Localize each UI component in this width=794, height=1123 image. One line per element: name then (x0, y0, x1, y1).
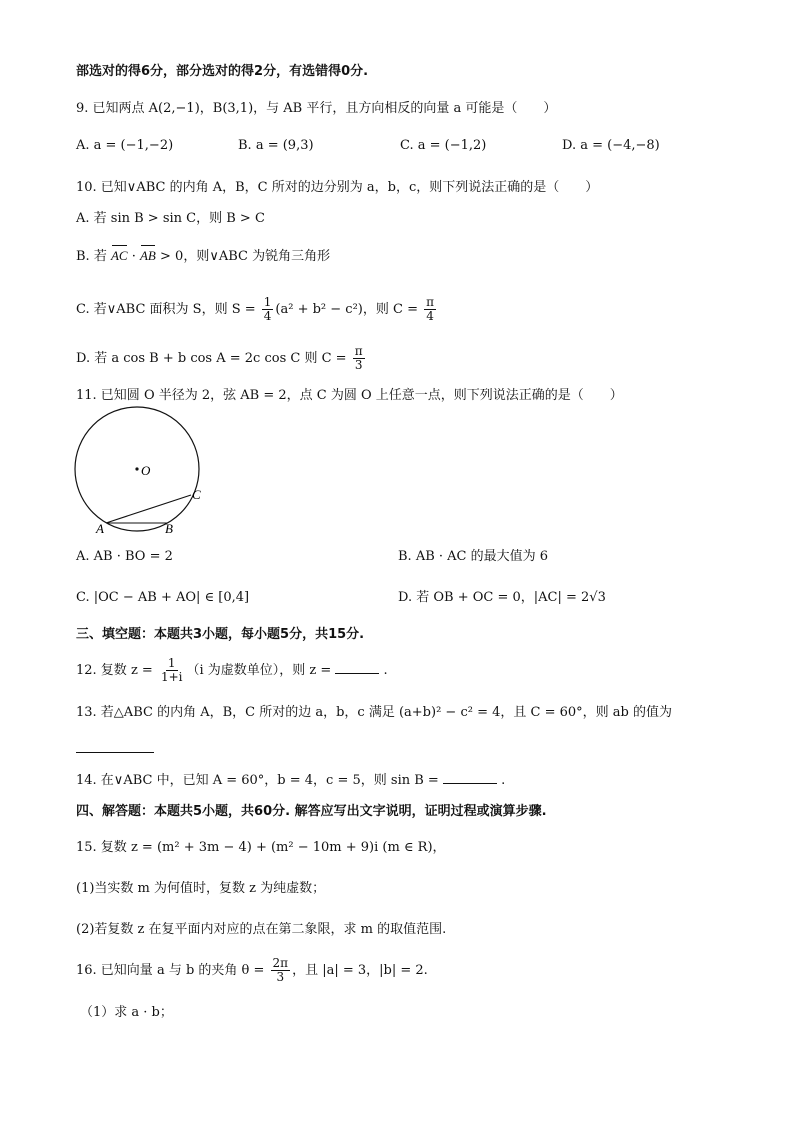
label-b: B (165, 521, 173, 536)
section-3-heading: 三、填空题：本题共3小题，每小题5分，共15分. (76, 627, 365, 642)
q11-option-b: B. AB · AC 的最大值为 6 (398, 549, 549, 564)
label-a: A (96, 521, 104, 536)
answer-blank-14 (443, 783, 497, 784)
q11-option-d: D. 若 OB + OC = 0，|AC| = 2√3 (398, 590, 606, 605)
question-12: 12. 复数 z = $\frac{1}{1+i}$ （i 为虚数单位），则 z = . (76, 656, 388, 684)
q9-option-b: B. a = (9,3) (238, 138, 314, 153)
chord-ac (106, 495, 191, 523)
center-point (135, 467, 138, 470)
q10-option-a: A. 若 sin B > sin C，则 B > C (76, 211, 265, 226)
question-15-part-2: (2)若复数 z 在复平面内对应的点在第二象限，求 m 的取值范围. (76, 922, 447, 937)
label-c: C (192, 487, 201, 502)
q9-option-d: D. a = (−4,−8) (562, 138, 660, 153)
note-line: 部选对的得6分，部分选对的得2分，有选错得0分. (76, 64, 369, 79)
label-o: O (141, 463, 151, 478)
vector-ac: AC (110, 248, 128, 263)
q9-option-c: C. a = (−1,2) (400, 138, 487, 153)
question-15-part-1: (1)当实数 m 为何值时，复数 z 为纯虚数； (76, 881, 326, 896)
question-11: 11. 已知圆 O 半径为 2，弦 AB = 2，点 C 为圆 O 上任意一点，则下列说法正确的是（ ） (76, 388, 623, 403)
question-9: 9. 已知两点 A(2,−1)，B(3,1)，与 AB 平行，且方向相反的向量 a 可能是（ ） (76, 101, 557, 116)
q10-option-b: B. 若 AC · AB > 0，则∨ABC 为锐角三角形 (76, 248, 331, 264)
answer-blank-13 (76, 752, 154, 753)
q11-option-a: A. AB · BO = 2 (76, 549, 173, 564)
question-14: 14. 在∨ABC 中，已知 A = 60°，b = 4，c = 5，则 sin B = . (76, 773, 506, 788)
question-15: 15. 复数 z = (m² + 3m − 4) + (m² − 10m + 9)i (m ∈ R)， (76, 840, 446, 855)
circle-figure (70, 405, 220, 540)
q10-option-c: C. 若∨ABC 面积为 S，则 S = $\frac{1}{4}$ (a² + b² − c²)，则 C = $\frac{\pi}{4}$ (76, 295, 434, 323)
vector-ab: AB (139, 248, 156, 263)
section-4-heading: 四、解答题：本题共5小题，共60分. 解答应写出文字说明，证明过程或演算步骤. (76, 804, 547, 819)
q11-option-c: C. |OC − AB + AO| ∈ [0,4] (76, 590, 250, 605)
q9-option-a: A. a = (−1,−2) (76, 138, 174, 153)
question-13: 13. 若△ABC 的内角 A，B，C 所对的边 a，b，c 满足 (a+b)² − c² = 4，且 C = 60°，则 ab 的值为 (76, 705, 672, 720)
question-16: 16. 已知向量 a 与 b 的夹角 θ = $\frac{2\pi}{3}$ ，且 |a| = 3，|b| = 2. (76, 956, 428, 984)
question-10: 10. 已知∨ABC 的内角 A，B，C 所对的边分别为 a，b，c，则下列说法正确的是（ ） (76, 180, 599, 195)
answer-blank-12 (335, 673, 379, 674)
q10-option-d: D. 若 a cos B + b cos A = 2c cos C 则 C = $\frac{\pi}{3}$ (76, 344, 363, 372)
question-16-part-1: （1）求 a · b； (80, 1005, 173, 1020)
